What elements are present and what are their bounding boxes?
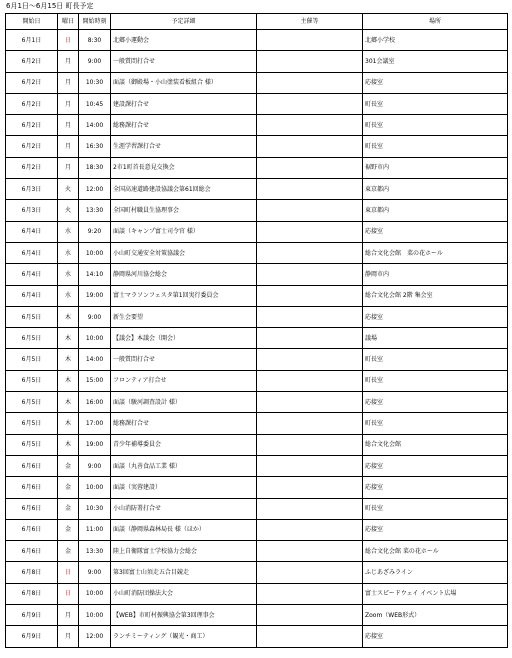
date-cell: 6月6日: [6, 541, 58, 562]
table-row: [6, 72, 508, 93]
detail-cell: 北郷小運動会: [111, 30, 257, 51]
day-cell: 火: [58, 179, 79, 200]
table-row: [6, 136, 508, 157]
day-cell: 月: [58, 605, 79, 626]
date-cell: 6月9日: [6, 605, 58, 626]
table-row: [6, 306, 508, 327]
organizer-cell: [257, 583, 363, 604]
place-cell: 町長室: [363, 93, 508, 114]
organizer-cell: [257, 498, 363, 519]
organizer-cell: [257, 264, 363, 285]
time-cell: 12:00: [79, 626, 111, 647]
organizer-cell: [257, 413, 363, 434]
detail-cell: 全国高速道路建設協議会第61回総会: [111, 179, 257, 200]
table-row: [6, 93, 508, 114]
detail-cell: 建設課打合せ: [111, 93, 257, 114]
date-cell: 6月5日: [6, 392, 58, 413]
table-row: [6, 30, 508, 51]
place-cell: 北郷小学校: [363, 30, 508, 51]
header-time: 開始時刻: [79, 14, 111, 30]
date-cell: 6月6日: [6, 455, 58, 476]
time-cell: 18:30: [79, 157, 111, 178]
date-cell: 6月5日: [6, 434, 58, 455]
table-row: [6, 413, 508, 434]
time-cell: 9:00: [79, 306, 111, 327]
place-cell: 総合文化会館 菜の花ホール: [363, 242, 508, 263]
day-cell: 金: [58, 541, 79, 562]
page-title: 6月1日～6月15日 町長予定: [6, 2, 94, 10]
detail-cell: 面談（駿河調査設計 様）: [111, 392, 257, 413]
table-row: [6, 51, 508, 72]
organizer-cell: [257, 51, 363, 72]
place-cell: 応接室: [363, 477, 508, 498]
day-cell: 木: [58, 370, 79, 391]
organizer-cell: [257, 136, 363, 157]
table-row: [6, 285, 508, 306]
detail-cell: 一般質問打合せ: [111, 51, 257, 72]
day-cell: 金: [58, 519, 79, 540]
time-cell: 16:30: [79, 136, 111, 157]
place-cell: 総合文化会館 菜の花ホール: [363, 541, 508, 562]
detail-cell: 小山消防署打合せ: [111, 498, 257, 519]
organizer-cell: [257, 455, 363, 476]
time-cell: 11:00: [79, 519, 111, 540]
day-cell: 水: [58, 264, 79, 285]
detail-cell: 【議会】本議会（開会）: [111, 328, 257, 349]
place-cell: 応接室: [363, 626, 508, 647]
time-cell: 14:10: [79, 264, 111, 285]
day-cell: 月: [58, 157, 79, 178]
detail-cell: 富士マラソンフェスタ第1回実行委員会: [111, 285, 257, 306]
organizer-cell: [257, 328, 363, 349]
schedule-table: [5, 13, 508, 648]
place-cell: 町長室: [363, 115, 508, 136]
table-row: [6, 541, 508, 562]
detail-cell: 生涯学習課打合せ: [111, 136, 257, 157]
detail-cell: 小山町消防団操法大会: [111, 583, 257, 604]
organizer-cell: [257, 562, 363, 583]
date-cell: 6月5日: [6, 370, 58, 391]
table-row: [6, 434, 508, 455]
place-cell: 静岡市内: [363, 264, 508, 285]
organizer-cell: [257, 434, 363, 455]
day-cell: 月: [58, 93, 79, 114]
detail-cell: 全国町村職員生協理事会: [111, 200, 257, 221]
place-cell: Zoom（WEB形式）: [363, 605, 508, 626]
table-row: [6, 583, 508, 604]
date-cell: 6月6日: [6, 519, 58, 540]
place-cell: 東京都内: [363, 200, 508, 221]
table-row: [6, 264, 508, 285]
date-cell: 6月2日: [6, 93, 58, 114]
place-cell: 町長室: [363, 413, 508, 434]
table-row: [6, 455, 508, 476]
time-cell: 12:00: [79, 179, 111, 200]
day-cell: 日: [58, 30, 79, 51]
time-cell: 10:45: [79, 93, 111, 114]
detail-cell: 総務課打合せ: [111, 115, 257, 136]
time-cell: 10:00: [79, 605, 111, 626]
date-cell: 6月2日: [6, 72, 58, 93]
detail-cell: 面談（静岡県森林局長 様（ほか）: [111, 519, 257, 540]
day-cell: 火: [58, 200, 79, 221]
time-cell: 14:00: [79, 349, 111, 370]
place-cell: 町長室: [363, 370, 508, 391]
detail-cell: 新生会要望: [111, 306, 257, 327]
table-row: [6, 605, 508, 626]
time-cell: 9:00: [79, 455, 111, 476]
detail-cell: 静岡県河川協会総会: [111, 264, 257, 285]
detail-cell: フロンティア打合せ: [111, 370, 257, 391]
time-cell: 14:00: [79, 115, 111, 136]
place-cell: 応接室: [363, 455, 508, 476]
date-cell: 6月4日: [6, 221, 58, 242]
table-row: [6, 157, 508, 178]
date-cell: 6月4日: [6, 264, 58, 285]
header-detail: 予定詳細: [111, 14, 257, 30]
table-row: [6, 562, 508, 583]
place-cell: 町長室: [363, 498, 508, 519]
date-cell: 6月2日: [6, 157, 58, 178]
day-cell: 金: [58, 455, 79, 476]
time-cell: 10:30: [79, 498, 111, 519]
header-row: [6, 14, 508, 30]
place-cell: ふじあざみライン: [363, 562, 508, 583]
table-row: [6, 328, 508, 349]
table-row: [6, 349, 508, 370]
date-cell: 6月2日: [6, 115, 58, 136]
table-row: [6, 242, 508, 263]
organizer-cell: [257, 93, 363, 114]
place-cell: 町長室: [363, 349, 508, 370]
date-cell: 6月9日: [6, 626, 58, 647]
organizer-cell: [257, 200, 363, 221]
detail-cell: 小山町交通安全対策協議会: [111, 242, 257, 263]
day-cell: 月: [58, 136, 79, 157]
place-cell: 総合文化会館 2階 集会室: [363, 285, 508, 306]
time-cell: 9:00: [79, 51, 111, 72]
organizer-cell: [257, 519, 363, 540]
organizer-cell: [257, 285, 363, 306]
date-cell: 6月3日: [6, 179, 58, 200]
time-cell: 10:30: [79, 72, 111, 93]
date-cell: 6月8日: [6, 562, 58, 583]
place-cell: 議場: [363, 328, 508, 349]
time-cell: 19:00: [79, 285, 111, 306]
time-cell: 19:00: [79, 434, 111, 455]
date-cell: 6月5日: [6, 349, 58, 370]
place-cell: 町長室: [363, 136, 508, 157]
day-cell: 木: [58, 434, 79, 455]
day-cell: 月: [58, 626, 79, 647]
place-cell: 応接室: [363, 392, 508, 413]
table-row: [6, 626, 508, 647]
detail-cell: 面談（御殿場・小山塗装看板組合 様）: [111, 72, 257, 93]
day-cell: 月: [58, 115, 79, 136]
time-cell: 10:00: [79, 583, 111, 604]
date-cell: 6月5日: [6, 306, 58, 327]
time-cell: 13:30: [79, 541, 111, 562]
time-cell: 10:00: [79, 477, 111, 498]
date-cell: 6月6日: [6, 477, 58, 498]
time-cell: 15:00: [79, 370, 111, 391]
place-cell: 応接室: [363, 72, 508, 93]
detail-cell: 総務課打合せ: [111, 413, 257, 434]
date-cell: 6月2日: [6, 136, 58, 157]
organizer-cell: [257, 541, 363, 562]
date-cell: 6月2日: [6, 51, 58, 72]
organizer-cell: [257, 72, 363, 93]
day-cell: 木: [58, 413, 79, 434]
time-cell: 13:30: [79, 200, 111, 221]
organizer-cell: [257, 349, 363, 370]
day-cell: 水: [58, 285, 79, 306]
organizer-cell: [257, 221, 363, 242]
day-cell: 月: [58, 51, 79, 72]
date-cell: 6月4日: [6, 285, 58, 306]
time-cell: 16:00: [79, 392, 111, 413]
time-cell: 8:30: [79, 30, 111, 51]
organizer-cell: [257, 115, 363, 136]
day-cell: 月: [58, 72, 79, 93]
time-cell: 9:00: [79, 562, 111, 583]
place-cell: 総合文化会館: [363, 434, 508, 455]
organizer-cell: [257, 179, 363, 200]
detail-cell: 【WEB】市町村振興協会第3回理事会: [111, 605, 257, 626]
table-row: [6, 519, 508, 540]
place-cell: 応接室: [363, 519, 508, 540]
place-cell: 富士スピードウェイ イベント広場: [363, 583, 508, 604]
organizer-cell: [257, 605, 363, 626]
detail-cell: 面談（キャンプ富士司令官 様）: [111, 221, 257, 242]
header-organizer: 主催等: [257, 14, 363, 30]
table-row: [6, 498, 508, 519]
header-date: 開始日: [6, 14, 58, 30]
detail-cell: 陸上自衛隊富士学校協力会総会: [111, 541, 257, 562]
table-row: [6, 392, 508, 413]
date-cell: 6月8日: [6, 583, 58, 604]
header-place: 場所: [363, 14, 508, 30]
day-cell: 木: [58, 328, 79, 349]
day-cell: 木: [58, 306, 79, 327]
date-cell: 6月1日: [6, 30, 58, 51]
time-cell: 10:00: [79, 328, 111, 349]
organizer-cell: [257, 30, 363, 51]
organizer-cell: [257, 306, 363, 327]
time-cell: 10:00: [79, 242, 111, 263]
date-cell: 6月5日: [6, 328, 58, 349]
organizer-cell: [257, 392, 363, 413]
date-cell: 6月4日: [6, 242, 58, 263]
table-row: [6, 200, 508, 221]
header-day: 曜日: [58, 14, 79, 30]
table-row: [6, 221, 508, 242]
table-row: [6, 179, 508, 200]
detail-cell: ランチミーティング（観光・商工）: [111, 626, 257, 647]
day-cell: 日: [58, 562, 79, 583]
organizer-cell: [257, 157, 363, 178]
detail-cell: 面談（実蓉建設）: [111, 477, 257, 498]
date-cell: 6月5日: [6, 413, 58, 434]
detail-cell: 2市1町首長意見交換会: [111, 157, 257, 178]
detail-cell: 青少年補導委員会: [111, 434, 257, 455]
organizer-cell: [257, 242, 363, 263]
day-cell: 水: [58, 221, 79, 242]
place-cell: 東京都内: [363, 179, 508, 200]
date-cell: 6月6日: [6, 498, 58, 519]
detail-cell: 一般質問打合せ: [111, 349, 257, 370]
day-cell: 日: [58, 583, 79, 604]
organizer-cell: [257, 477, 363, 498]
day-cell: 水: [58, 242, 79, 263]
detail-cell: 第3回富士山須走五合目競走: [111, 562, 257, 583]
place-cell: 応接室: [363, 221, 508, 242]
day-cell: 木: [58, 392, 79, 413]
organizer-cell: [257, 370, 363, 391]
date-cell: 6月3日: [6, 200, 58, 221]
day-cell: 金: [58, 498, 79, 519]
time-cell: 9:20: [79, 221, 111, 242]
detail-cell: 面談（丸善食品工業 様）: [111, 455, 257, 476]
table-row: [6, 477, 508, 498]
table-row: [6, 115, 508, 136]
place-cell: 応接室: [363, 306, 508, 327]
table-row: [6, 370, 508, 391]
place-cell: 301会議室: [363, 51, 508, 72]
time-cell: 17:00: [79, 413, 111, 434]
day-cell: 木: [58, 349, 79, 370]
day-cell: 金: [58, 477, 79, 498]
place-cell: 裾野市内: [363, 157, 508, 178]
organizer-cell: [257, 626, 363, 647]
